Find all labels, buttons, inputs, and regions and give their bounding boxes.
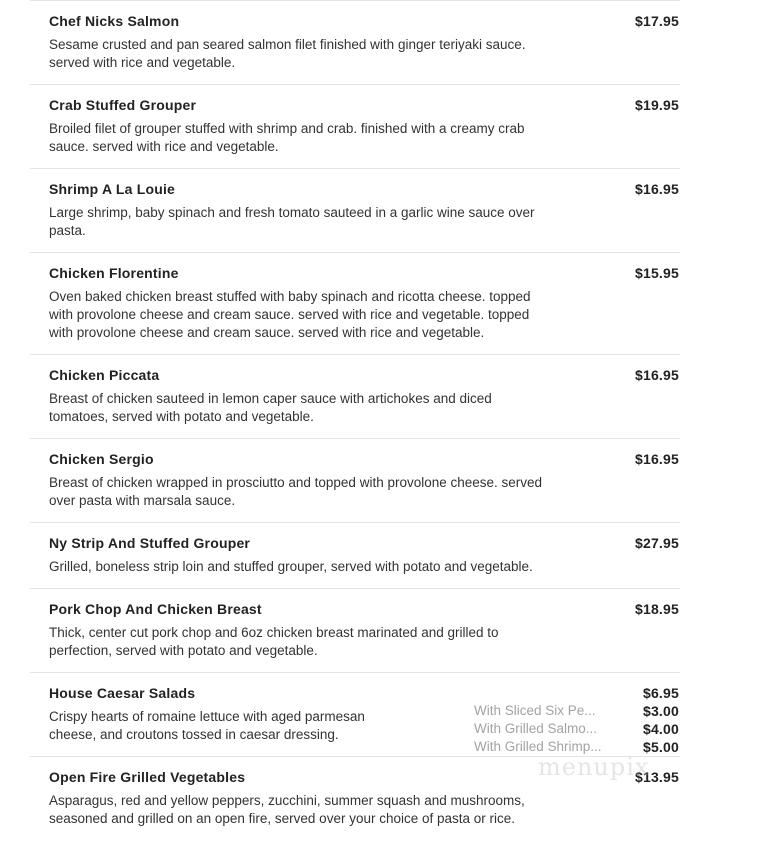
watermark-logo: menupix (538, 753, 650, 781)
item-description: Thick, center cut pork chop and 6oz chicken breast marinated and grilled to perfection, served with potato and vegetable. (49, 625, 499, 658)
item-name: Ny Strip And Stuffed Grouper (49, 535, 251, 551)
menu-item (30, 354, 680, 438)
item-description: Breast of chicken wrapped in prosciutto and topped with provolone cheese. served over pasta with marsala sauce. (49, 475, 543, 508)
item-price: $13.95 (634, 769, 679, 785)
item-description: Oven baked chicken breast stuffed with baby spinach and ricotta cheese. topped with provolone cheese and cream sauce. served with rice and vegetable. topped with provolone cheese and cream sauce. served with rice and vegetable. (49, 289, 531, 340)
item-price: $19.95 (634, 97, 679, 113)
item-name: House Caesar Salads (49, 685, 196, 701)
item-description: Broiled filet of grouper stuffed with shrimp and crab. finished with a creamy crab sauce. served with rice and vegetable. (49, 121, 525, 154)
menu-item (30, 522, 680, 588)
menu-item (30, 756, 680, 840)
option-price: $3.00 (642, 703, 679, 719)
option-row (474, 720, 679, 738)
item-price: $15.95 (634, 265, 679, 281)
item-name: Chicken Sergio (49, 451, 154, 467)
menu-list (30, 0, 680, 840)
option-label: With Grilled Salmo... (474, 721, 598, 736)
menu-item (30, 168, 680, 252)
item-description: Grilled, boneless strip loin and stuffed grouper, served with potato and vegetable. (49, 559, 533, 574)
menu-item (30, 588, 680, 672)
item-name: Pork Chop And Chicken Breast (49, 601, 262, 617)
option-row (474, 702, 679, 720)
menu-item (30, 438, 680, 522)
item-price: $16.95 (634, 367, 679, 383)
item-price: $16.95 (634, 451, 679, 467)
item-description: Crispy hearts of romaine lettuce with aged parmesan cheese, and croutons tossed in caesar dressing. (49, 709, 365, 742)
item-name: Open Fire Grilled Vegetables (49, 769, 246, 785)
item-description: Breast of chicken sauteed in lemon caper sauce with artichokes and diced tomatoes, served with potato and vegetable. (49, 391, 492, 424)
item-price: $16.95 (634, 181, 679, 197)
menu-item (30, 0, 680, 84)
item-name: Chicken Florentine (49, 265, 179, 281)
option-label: With Sliced Six Pe... (474, 703, 596, 718)
option-row (474, 738, 679, 756)
item-price: $17.95 (634, 13, 679, 29)
menu-item (30, 252, 680, 354)
item-price: $6.95 (642, 685, 679, 701)
item-name: Chef Nicks Salmon (49, 13, 180, 29)
menu-item (30, 672, 680, 756)
item-description: Sesame crusted and pan seared salmon filet finished with ginger teriyaki sauce. served with rice and vegetable. (49, 37, 526, 70)
item-description: Large shrimp, baby spinach and fresh tomato sauteed in a garlic wine sauce over pasta. (49, 205, 535, 238)
item-price: $27.95 (634, 535, 679, 551)
option-label: With Grilled Shrimp... (474, 739, 602, 754)
menu-item (30, 84, 680, 168)
option-price: $4.00 (642, 721, 679, 737)
item-name: Chicken Piccata (49, 367, 160, 383)
option-price: $5.00 (642, 739, 679, 755)
item-price: $18.95 (634, 601, 679, 617)
item-name: Shrimp A La Louie (49, 181, 176, 197)
item-name: Crab Stuffed Grouper (49, 97, 197, 113)
item-description: Asparagus, red and yellow peppers, zucchini, summer squash and mushrooms, seasoned and grilled on an open fire, served over your choice of pasta or rice. (49, 793, 525, 826)
item-options (474, 702, 679, 756)
